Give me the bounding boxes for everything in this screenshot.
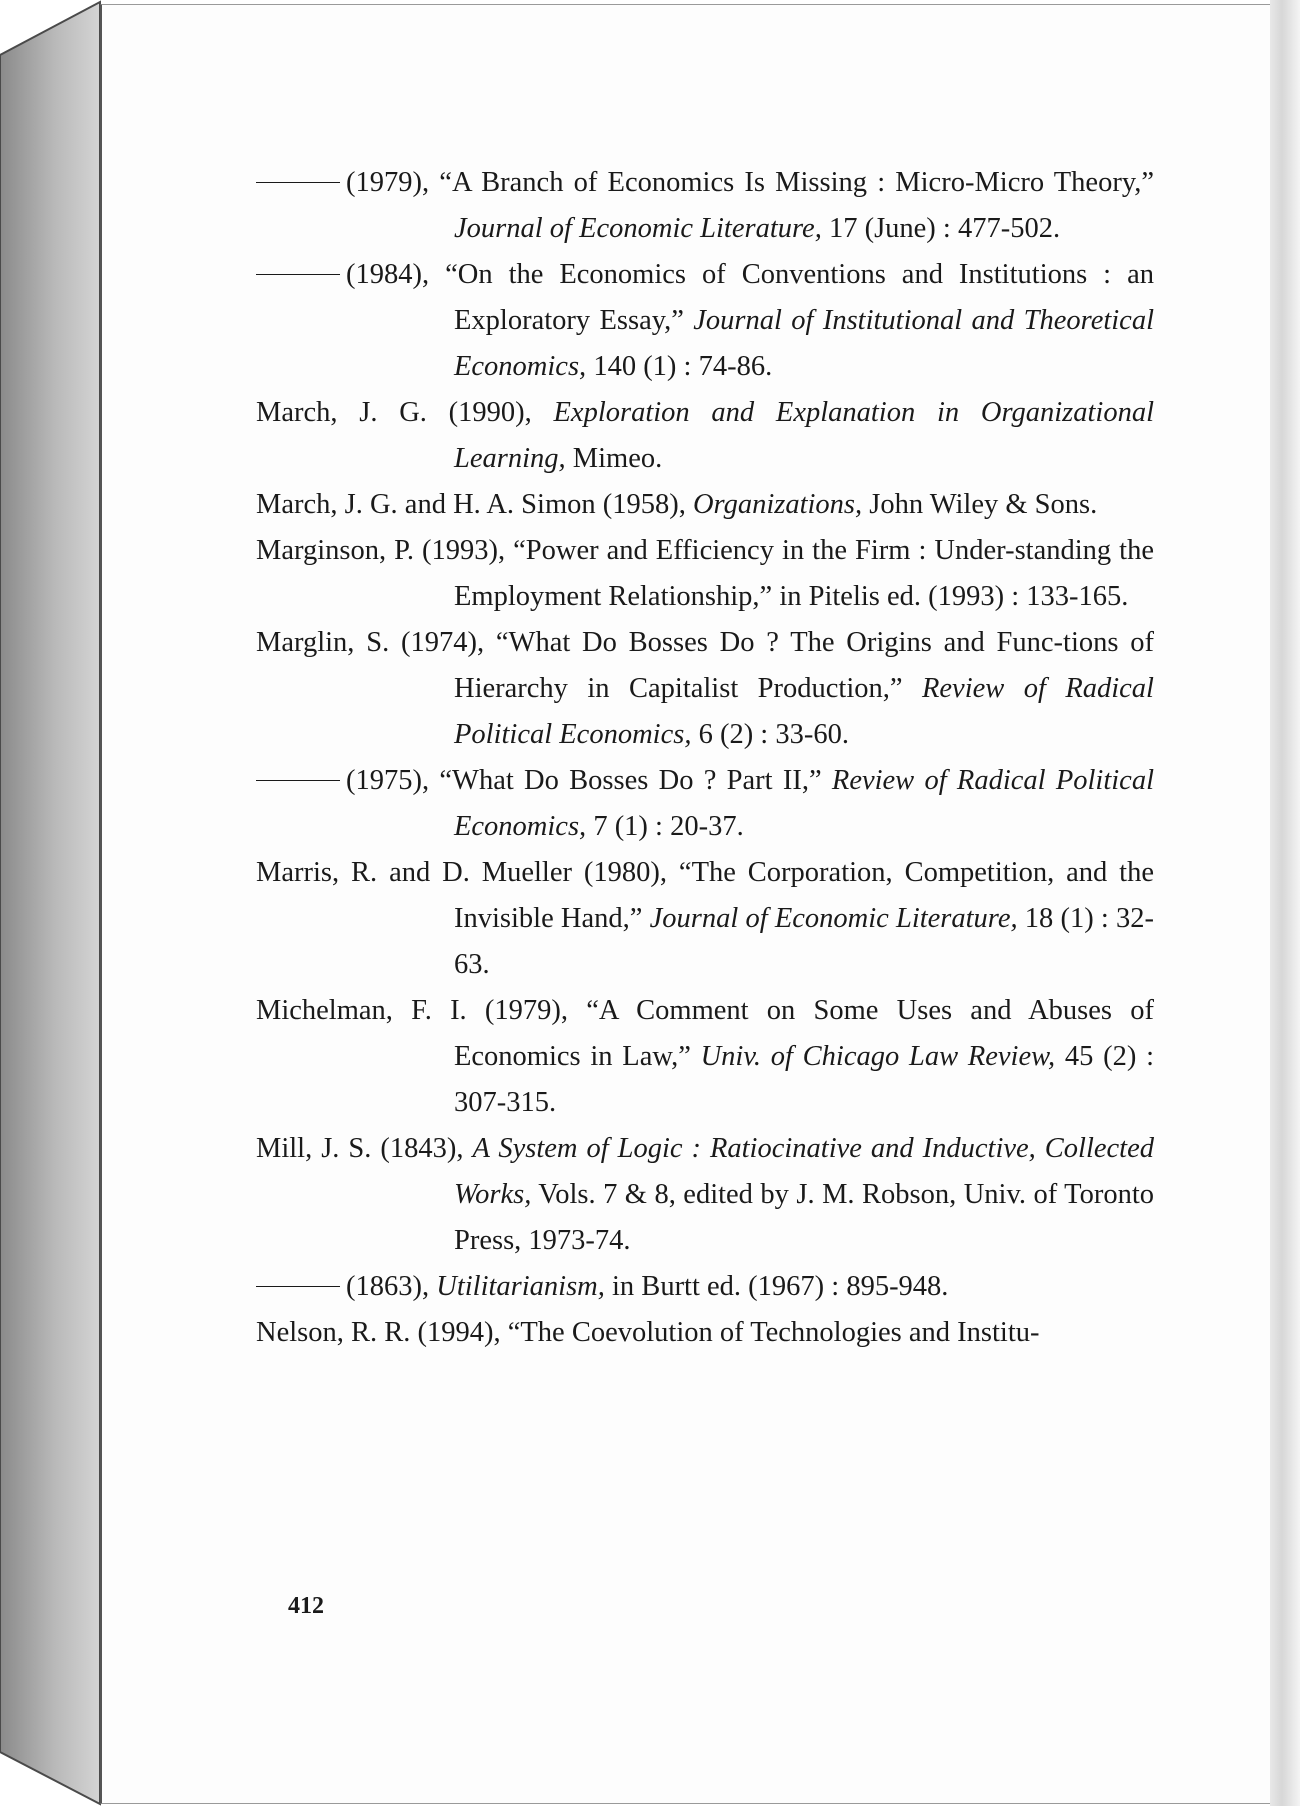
reference-entry	[256, 1310, 1154, 1356]
reference-title-italic: Utilitarianism,	[436, 1271, 605, 1302]
reference-text: March, J. G. and H. A. Simon (1958),	[256, 489, 693, 520]
repeat-author-dash	[256, 182, 340, 183]
reference-details: 140 (1) : 74-86.	[586, 351, 773, 382]
reference-text: Marglin, S. (1974), “What Do Bosses Do ? The Origins and Func-tions of Hierarchy in Capitalist Production,”	[256, 627, 1154, 704]
page-edge	[1270, 0, 1300, 1806]
reference-title-italic: Journal of Economic Literature,	[649, 903, 1018, 934]
reference-title-italic: Univ. of Chicago Law Review,	[700, 1041, 1056, 1072]
reference-entry	[256, 390, 1154, 482]
reference-entry	[256, 988, 1154, 1126]
reference-details: in Burtt ed. (1967) : 895-948.	[604, 1271, 949, 1302]
reference-title-italic: Exploration and Explanation in Organizational Learning,	[454, 397, 1154, 474]
reference-text: March, J. G. (1990),	[256, 397, 554, 428]
reference-text: (1975), “What Do Bosses Do ? Part II,”	[346, 765, 832, 796]
book-spine	[0, 0, 102, 1806]
reference-title-italic: Organizations,	[692, 489, 863, 520]
page-number: 412	[288, 1593, 324, 1619]
repeat-author-dash	[256, 274, 340, 275]
reference-title-italic: A System of Logic : Ratiocinative and Inductive, Collected Works,	[454, 1133, 1154, 1210]
reference-list	[256, 160, 1154, 1356]
reference-details: John Wiley & Sons.	[862, 489, 1098, 520]
repeat-author-dash	[256, 780, 340, 781]
reference-entry	[256, 758, 1154, 850]
reference-entry	[256, 1126, 1154, 1264]
reference-title-italic: Journal of Institutional and Theoretical Economics,	[454, 305, 1154, 382]
reference-text: (1979), “A Branch of Economics Is Missing : Micro-Micro Theory,”	[346, 167, 1154, 198]
reference-entry	[256, 620, 1154, 758]
reference-details: 18 (1) : 32-63.	[454, 903, 1155, 980]
reference-entry	[256, 528, 1154, 620]
reference-text: Marginson, P. (1993), “Power and Efficiency in the Firm : Under-standing the Employment Relationship,” in Pitelis ed. (1993) : 133-165.	[256, 535, 1154, 612]
reference-text: Mill, J. S. (1843),	[256, 1133, 473, 1164]
reference-entry	[256, 160, 1154, 252]
reference-title-italic: Journal of Economic Literature,	[454, 213, 822, 244]
reference-title-italic: Review of Radical Political Economics,	[454, 673, 1154, 750]
reference-details: 45 (2) : 307-315.	[454, 1041, 1154, 1118]
reference-text: Marris, R. and D. Mueller (1980), “The Corporation, Competition, and the Invisible Hand,”	[256, 857, 1154, 934]
reference-details: 17 (June) : 477-502.	[821, 213, 1061, 244]
reference-text: (1863),	[346, 1271, 437, 1302]
reference-entry	[256, 252, 1154, 390]
reference-title-italic: Review of Radical Political Economics,	[454, 765, 1155, 842]
reference-entry	[256, 1264, 1154, 1310]
reference-text: (1984), “On the Economics of Conventions and Institutions : an Exploratory Essay,”	[346, 259, 1154, 336]
reference-entry	[256, 482, 1154, 528]
reference-details: Vols. 7 & 8, edited by J. M. Robson, Univ. of Toronto Press, 1973-74.	[454, 1179, 1154, 1256]
reference-entry	[256, 850, 1154, 988]
reference-details: 6 (2) : 33-60.	[691, 719, 849, 750]
reference-text: Michelman, F. I. (1979), “A Comment on Some Uses and Abuses of Economics in Law,”	[256, 995, 1154, 1072]
reference-details: Mimeo.	[565, 443, 663, 474]
reference-details: 7 (1) : 20-37.	[586, 811, 744, 842]
reference-text: Nelson, R. R. (1994), “The Coevolution of Technologies and Institu-	[256, 1317, 1040, 1348]
repeat-author-dash	[256, 1286, 340, 1287]
